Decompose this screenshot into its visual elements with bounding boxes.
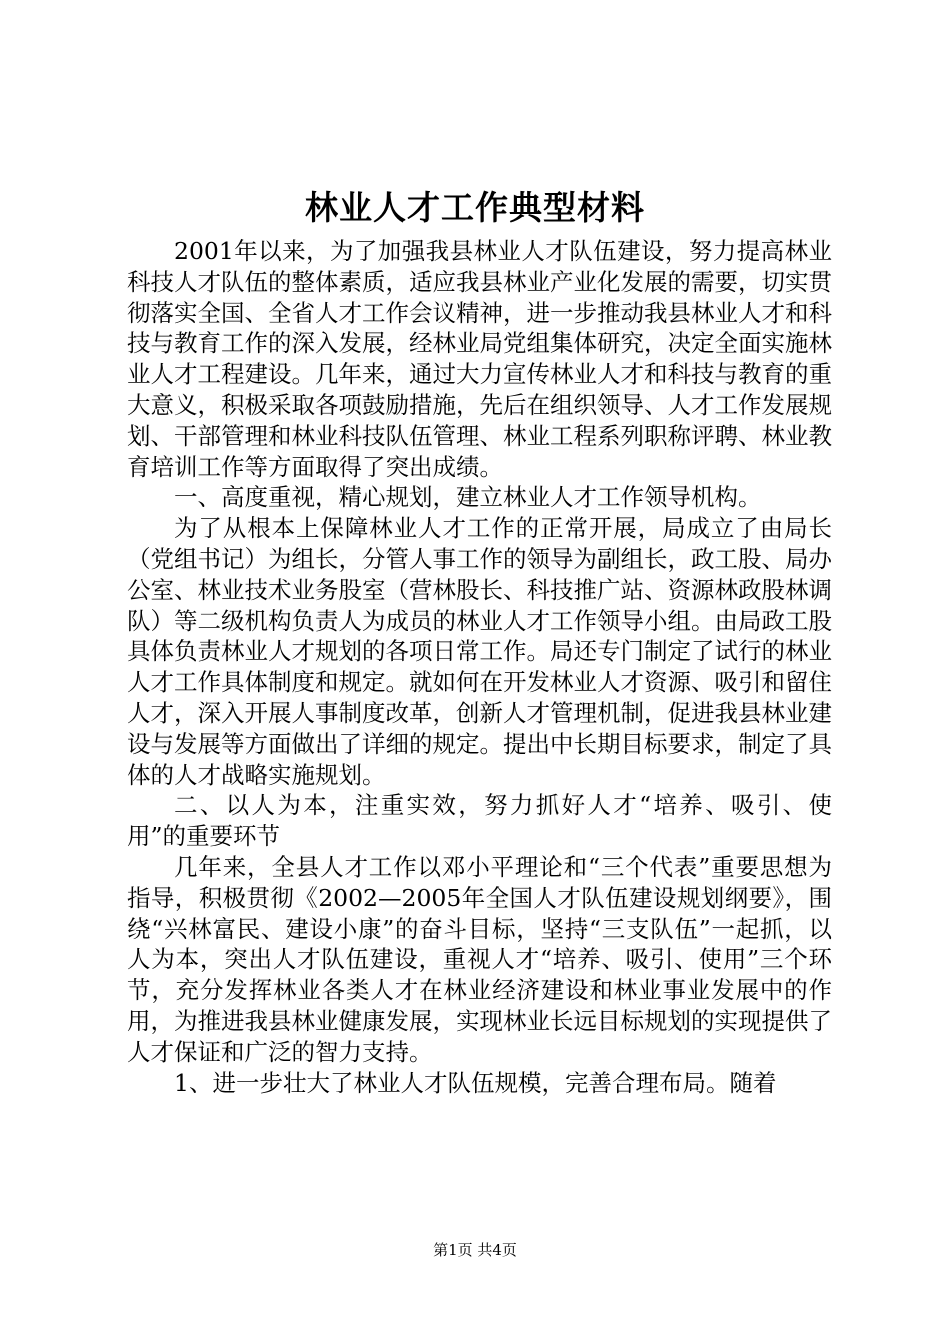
paragraph-leadership: 为了从根本上保障林业人才工作的正常开展，局成立了由局长（党组书记）为组长，分管人事工作的领导为副组长，政工股、局办公室、林业技术业务股室（营林股长、科技推广站、资源林政股林调队）等二级机构负责人为成员的林业人才工作领导小组。由局政工股具体负责林业人才规划的各项日常工作。局还专门制定了试行的林业人才工作具体制度和规定。就如何在开发林业人才资源、吸引和留住人才，深入开展人事制度改革，创新人才管理机制，促进我县林业建设与发展等方面做出了详细的规定。提出中长期目标要求，制定了具体的人才战略实施规划。 <box>127 514 832 789</box>
paragraph-talent-work: 几年来，全县人才工作以邓小平理论和“三个代表”重要思想为指导，积极贯彻《2002—2005年全国人才队伍建设规划纲要》，围绕“兴林富民、建设小康”的奋斗目标，坚持“三支队伍”一起抓，以人为本，突出人才队伍建设，重视人才“培养、吸引、使用”三个环节，充分发挥林业各类人才在林业经济建设和林业事业发展中的作用，为推进我县林业健康发展，实现林业长远目标规划的实现提供了人才保证和广泛的智力支持。 <box>127 852 832 1066</box>
document-title: 林业人才工作典型材料 <box>305 188 645 227</box>
paragraph-heading-2: 二、以人为本，注重实效，努力抓好人才“培养、吸引、使用”的重要环节 <box>127 791 832 851</box>
paragraph-intro: 2001年以来，为了加强我县林业人才队伍建设，努力提高林业科技人才队伍的整体素质，适应我县林业产业化发展的需要，切实贯彻落实全国、全省人才工作会议精神，进一步推动我县林业人才和科技与教育工作的深入发展，经林业局党组集体研究，决定全面实施林业人才工程建设。几年来，通过大力宣传林业人才和科技与教育的重大意义，积极采取各项鼓励措施，先后在组织领导、人才工作发展规划、干部管理和林业科技队伍管理、林业工程系列职称评聘、林业教育培训工作等方面取得了突出成绩。 <box>127 237 832 481</box>
paragraph-item-1: 1、进一步壮大了林业人才队伍规模，完善合理布局。随着 <box>174 1068 777 1097</box>
page-footer: 第1页 共4页 <box>433 1241 517 1259</box>
document-body <box>127 236 832 1098</box>
paragraph-heading-1: 一、高度重视，精心规划，建立林业人才工作领导机构。 <box>174 483 762 512</box>
